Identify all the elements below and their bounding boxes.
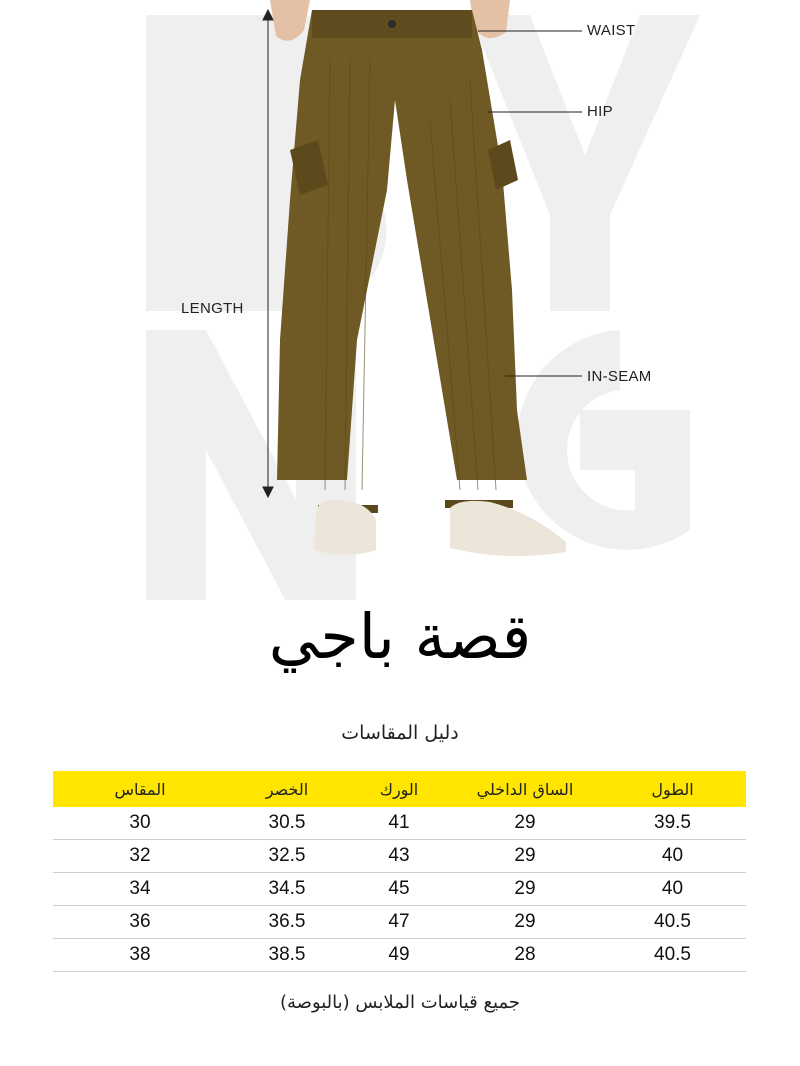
cell-length: 40.5 <box>654 911 691 932</box>
shoes <box>314 500 566 556</box>
cell-size: 36 <box>129 911 151 932</box>
size-guide-subtitle: دليل المقاسات <box>341 722 459 744</box>
cell-hip: 49 <box>388 944 410 965</box>
table-row <box>53 807 746 840</box>
cell-waist: 34.5 <box>268 878 306 899</box>
cell-hip: 45 <box>388 878 410 899</box>
table-row <box>53 873 746 906</box>
hip-label: HIP <box>587 103 613 120</box>
table-header <box>53 771 746 807</box>
inseam-label: IN-SEAM <box>587 368 652 385</box>
length-label: LENGTH <box>181 300 244 317</box>
cell-hip: 41 <box>388 812 410 833</box>
pants <box>277 10 527 513</box>
cell-length: 40 <box>661 878 684 899</box>
cell-size: 32 <box>129 845 151 866</box>
cell-waist: 38.5 <box>268 944 306 965</box>
cell-inseam: 29 <box>514 911 536 932</box>
header-size: المقاس <box>114 779 166 799</box>
table-row <box>53 840 746 873</box>
table-row <box>53 939 746 972</box>
cell-inseam: 29 <box>514 878 536 899</box>
page-title: قصة باجي <box>268 600 532 673</box>
cell-length: 40.5 <box>654 944 691 965</box>
cell-waist: 32.5 <box>268 845 306 866</box>
cell-size: 38 <box>129 944 151 965</box>
cell-inseam: 28 <box>514 944 536 965</box>
cell-inseam: 29 <box>514 845 536 866</box>
cell-waist: 30.5 <box>268 812 306 833</box>
size-table <box>53 771 746 972</box>
cell-inseam: 29 <box>514 812 536 833</box>
cell-length: 40 <box>661 845 684 866</box>
cell-hip: 43 <box>388 845 410 866</box>
header-inseam: الساق الداخلي <box>476 779 574 799</box>
waist-label: WAIST <box>587 22 636 39</box>
cell-length: 39.5 <box>654 812 691 833</box>
cell-hip: 47 <box>388 911 410 932</box>
cell-size: 34 <box>129 878 151 899</box>
header-length: الطول <box>651 779 694 799</box>
header-hip: الورك <box>379 779 419 799</box>
cell-waist: 36.5 <box>268 911 306 932</box>
units-footnote: جميع قياسات الملابس (بالبوصة) <box>279 992 521 1013</box>
header-waist: الخصر <box>265 779 309 799</box>
cell-size: 30 <box>129 812 151 833</box>
table-row <box>53 906 746 939</box>
